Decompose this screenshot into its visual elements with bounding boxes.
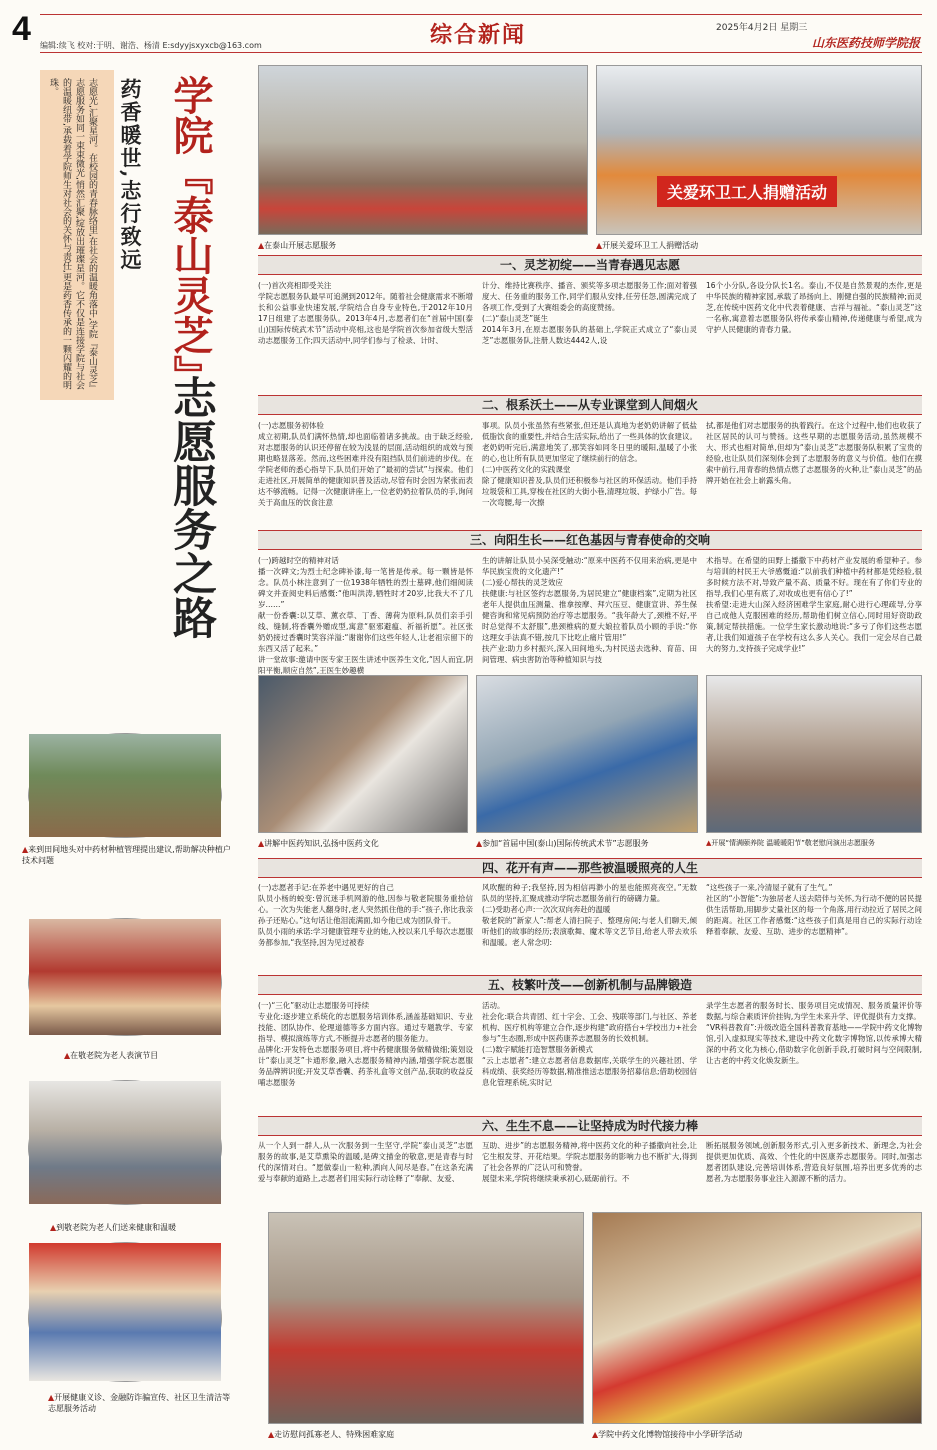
page-header: [0, 0, 937, 58]
section-3-col-1: (一)跨越时空的精神对话 播一次碑文;为烈士纪念碑补漆,每一笔皆是传承。每一颗皆是怀念。队员小林注意到了一位1938年牺牲的烈士墓碑,他们细阅读碑文并查阅史料后感慨:“他叫洪涛,牺牲时才20岁,比我大不了几岁……” 献一份香囊:以艾草、薰衣草、丁香、薄荷为原料,队员们亲手引线、缝制,将香囊外赠成型,寓意“驱邪避瘟、祈福祈愿”。社区张奶奶接过香囊时笑容洋溢:“谢谢你们这些年轻人,让老祖宗留下的东西又活了起来。” 讲一堂故事:邀请中医专家王医生讲述中医养生文化,“因人而宜,阴阳平衡,顺应自然”,王医生妙趣横: [258, 556, 473, 675]
lead-box: [40, 70, 114, 400]
caption-tcm-lecture: ▲讲解中医药知识,弘扬中医药文化: [258, 839, 379, 848]
caption-health-clinic: ▲开展健康义诊、金融防诈骗宣传、社区卫生清洁等志愿服务活动: [48, 1393, 231, 1413]
section-1-col-1: (一)首次亮相即受关注 学院志愿服务队最早可追溯到2012年。随着社会健康需求不断增长和公益事业快速发展,学院结合自身专业特色,于2012年10月17日组建了志愿服务队。2013年4月,志愿者们在“首届中国(泰山)国际传统武术节”活动中亮相,这也是学院首次参加省级大型活动志愿服务工作;四天活动中,同学们参与了检录、计时、: [258, 281, 473, 345]
section-4-col-3: “这些孩子一来,冷清屋子就有了生气。” 社区的“小智能”:为独居老人送去陪伴与关怀,为行动不便的居民提供生活帮助,用脚步丈量社区的每一个角落,用行动拉近了居民之间的距离。社区工作者感慨:“这些孩子们真是用自己的实际行动诠释着奉献、友爱、互助、进步的志愿精神”。: [706, 883, 922, 936]
paper-name: 山东医药技师学院报: [812, 36, 921, 50]
photo-sanitation: [596, 65, 922, 235]
lead-text: 志愿光,汇聚星河。在校园的青春脉络里,在社会的温暖角落中,学院『泰山灵芝』志愿服务如同一束束微光,悄然汇聚,绽放出璀璨星河。它不仅是连接学院与社会的温暖纽带,承载着学院师生对社会的关怀与责任,更是药香传承的一颗闪耀的明珠。: [48, 78, 97, 393]
caption-nursing-show: ▲在敬老院为老人表演节目: [64, 1051, 159, 1060]
section-name: 综合新闻: [430, 22, 527, 48]
section-4-col-1: (一)志愿者手记:在养老中遇见更好的自己 队员小杨的蜕变:曾沉迷手机网游的他,因参与敬老院服务重拾信心。一次为失能老人翻身时,老人突然抓住他的手:“孩子,你比我亲孙子还贴心。”这句话让他泪流满面,如今他已成为团队骨干。 队员小雨的承诺:学习健康管理专业的她,入校以来几乎每次志愿服务都参加,“我坚持,因为见过被春: [258, 883, 473, 947]
photo-martial-arts: [476, 675, 698, 833]
title-tail: 志愿服务之路: [165, 375, 216, 639]
section-1-col-3: 16个小分队,各设分队长1名。泰山,不仅是自然景观的杰作,更是中华民族的精神家园,承载了昂扬向上、刚健自强的民族精神;而灵芝,在传统中医药文化中代表着健康、吉祥与福祉。“泰山灵芝”这一名称,寓意着志愿服务队将传承泰山精神,传递健康与希望,成为守护人民健康的青春力量。: [706, 281, 922, 334]
section-6-title: 六、生生不息——让坚持成为时代接力棒: [258, 1116, 922, 1136]
section-6-col-1: 从一个人到一群人,从一次服务到一生坚守,学院“泰山灵芝”志愿服务的故事,是艾草熏染的温暖,是碑文描金的敬意,更是青春与时代的深情对白。“愿做泰山一粒种,洒向人间尽是春。”在这条充满爱与奉献的道路上,志愿者们用实际行动诠释了“奉献、友爱、: [258, 1141, 473, 1183]
section-2-col-2: 事项。队员小张虽然有些紧张,但还是认真地为老奶奶讲解了低盐低脂饮食的重要性,并结合生活实际,给出了一些具体的饮食建议。老奶奶听完后,满意地笑了,那笑容如同冬日里的暖阳,温暖了小张的心,也让所有队员更加坚定了继续前行的信念。 (二)中医药文化的实践课堂 除了健康知识普及,队员们还积极参与社区的环保活动。他们手持垃圾袋和工具,穿梭在社区的大街小巷,清理垃圾、护绿小广告。每一次弯腰,每一次擦: [482, 421, 697, 507]
caption-field: ▲来到田间地头对中药材种植管理提出建议,帮助解决种植户技术问题: [22, 845, 231, 865]
caption-museum: ▲学院中药文化博物馆接待中小学研学活动: [592, 1430, 743, 1439]
caption-taishan: ▲在泰山开展志愿服务: [258, 241, 337, 250]
photo-nursing-care: [28, 1080, 222, 1205]
editor-info: 编辑:续飞 校对:于明、谢浩、杨清 E:sdyyjsxyxcb@163.com: [40, 41, 262, 50]
photo-field: [28, 733, 222, 838]
section-2-title: 二、根系沃土——从专业课堂到人间烟火: [258, 395, 922, 415]
header-rule-bottom: [40, 52, 922, 53]
section-5-col-3: 录学生志愿者的服务时长、服务项目完成情况、服务质量评价等数据,与综合素质评价挂钩,为学生未来升学、评优提供有力支撑。 “VR科普教育”:升级改造全国科普教育基地——学院中药文化博物馆,引入虚拟现实等技术,建设中药文化数字博物馆,以传承博大精深的中药文化为核心,借助数字化创新手段,打破时间与空间限制,让古老的中药文化焕发新生。: [706, 1001, 922, 1065]
section-6-col-2: 互助、进步”的志愿服务精神,将中医药文化的种子播撒向社会,让它生根发芽、开花结果。学院志愿服务的影响力也不断扩大,得到了社会各界的广泛认可和赞誉。 展望未来,学院将继续秉承初心,砥砺前行。不: [482, 1141, 697, 1183]
caption-nursing-care: ▲到敬老院为老人们送来健康和温暖: [50, 1223, 177, 1232]
header-rule-top: [40, 14, 922, 15]
subtitle: 药香暖世,志行致远: [118, 78, 143, 272]
section-3-col-3: 术指导。在希望的田野上播撒下中药材产业发展的希望种子。参与培训的村民王大爷感慨道:“以前我们种植中药材都是凭经验,很多时候方法不对,导致产量不高、质量不好。现在有了你们专业的指导,我们心里有底了,对收成也更有信心了!” 扶希望:走进大山深入经济困难学生家庭,耐心进行心理疏导,分享自己成他人克服困难的经历,帮助他们树立信心,同时用好资助政策,制定帮扶措施。一位学生家长激动地说:“多亏了你们这些志愿者,让我们知道孩子在学校有这么多人关心。我们一定会尽自己最大的努力,支持孩子完成学业!”: [706, 556, 922, 653]
section-3-title: 三、向阳生长——红色基因与青春使命的交响: [258, 530, 922, 550]
caption-visit-elderly: ▲走访慰问孤寡老人、特殊困难家庭: [268, 1430, 395, 1439]
photo-elderly-show: [706, 675, 922, 833]
page-number: 4: [12, 10, 31, 48]
section-1-col-2: 计分、维持比赛秩序、播音、颁奖等多项志愿服务工作;面对着强度大、任务重的服务工作,同学们服从安排,任劳任怨,圆满完成了各项工作,受到了大赛组委会的高度赞扬。 (二)“泰山灵芝”诞生 2014年3月,在原志愿服务队的基础上,学院正式成立了“泰山灵芝”志愿服务队,注册人数达4442人,设: [482, 281, 697, 345]
caption-sanitation: ▲开展关爱环卫工人捐赠活动: [596, 241, 699, 250]
issue-date: 2025年4月2日 星期三: [716, 23, 808, 33]
photo-museum: [592, 1212, 922, 1424]
section-5-col-1: (一)“三化”驱动让志愿服务可持续 专业化:逐步建立系统化的志愿服务培训体系,涵盖基础知识、专业技能、团队协作、伦理道德等多方面内容。通过专题教学、专家指导、模拟演练等方式,不断提升志愿者的服务能力。 品牌化:开发特色志愿服务项目,将中药健康服务做精做细;策划设计“泰山灵芝”卡通形象,融入志愿服务精神内涵,增强学院志愿服务品牌辨识度;开发艾草香囊、药茶礼盒等文创产品,获取的收益反哺志愿服务: [258, 1001, 473, 1087]
section-5-title: 五、枝繁叶茂——创新机制与品牌锻造: [258, 975, 922, 995]
section-2-col-1: (一)志愿服务初体验 成立初期,队员们满怀热情,却也面临着诸多挑战。由于缺乏经验,对志愿服务的认识还停留在较为浅显的层面,活动组织的成效与预期也略显落差。然而,这些困难并没有阻挡队员们前进的步伐。在学院老师的悉心指导下,队员们开始了“最初的尝试”与探索。他们走进社区,开展简单的健康知识普及活动,尽管有时会因为紧张而表达不够流畅。记得一次健康讲座上,一位老奶奶拉着队员的手,询问关于高血压的饮食注意: [258, 421, 473, 507]
section-6-col-3: 断拓展服务领域,创新服务形式,引入更多新技术、新理念,为社会提供更加优质、高效、个性化的中医康养志愿服务。同时,加强志愿者团队建设,完善培训体系,营造良好氛围,培养出更多优秀的志愿者,为志愿服务事业注入源源不断的活力。: [706, 1141, 922, 1183]
caption-martial-arts: ▲参加“首届中国(泰山)国际传统武术节”志愿服务: [476, 839, 649, 848]
title-main: 学院『泰山灵芝』: [167, 75, 214, 395]
caption-elderly-show: ▲开展“情满颐养院 温暖暖阳节”敬老慰问演出志愿服务: [706, 839, 875, 847]
section-4-col-2: 风吹醒的种子;我坚持,因为相信再渺小的星也能照亮夜空。”无数队员的坚持,汇聚成推动学院志愿服务前行的磅礴力量。 (二)受助者心声:一次次双向奔赴的温暖 敬老院的“新家人”:帮老人清扫院子、整理房间;与老人们聊天,倾听他们的故事的经历;表演歌舞、魔术等文艺节目,给老人带去欢乐和温暖。老人常念叨:: [482, 883, 697, 947]
photo-tcm-lecture: [258, 675, 468, 833]
section-3-col-2: 生的讲解让队员小吴深受触动:“原来中医药不仅用来治病,更是中华民族宝贵的文化遗产!” (二)爱心帮扶的灵芝效应 扶健康:与社区签约志愿服务,为居民建立“健康档案”,定期为社区老年人提供血压测量、推拿按摩、拜穴压豆、健康宣讲、养生保健咨询和常见病预防治疗等志愿服务。“我年龄大了,颈椎不好,平时总觉得不太舒服”,患颈椎病的夏大娘拉着队员小顾的手说:“你这理女手法真不错,按几下比吃止痛片管用!” 扶产业:助力乡村振兴,深入田间地头,为村民送去选种、育苗、田间管理、病虫害防治等种植知识与技: [482, 556, 697, 664]
photo-taishan: [258, 65, 588, 235]
banner-text: 关爱环卫工人捐赠活动: [657, 176, 837, 207]
section-2-col-3: 拭,都是他们对志愿服务的执着践行。在这个过程中,他们也收获了社区居民的认可与赞扬。这些早期的志愿服务活动,虽然规模不大、形式也相对简单,但却为“泰山灵芝”志愿服务队积累了宝贵的经验,也让队员们深刻体会到了志愿服务的意义与价值。他们在摸索中前行,用青春的热情点燃了志愿服务的火种,让“泰山灵芝”的品牌开始在社会上崭露头角。: [706, 421, 922, 485]
photo-visit-elderly: [268, 1212, 584, 1424]
photo-health-clinic: [28, 1242, 222, 1382]
photo-nursing-show: [28, 918, 222, 1036]
section-4-title: 四、花开有声——那些被温暖照亮的人生: [258, 858, 922, 878]
section-5-col-2: 活动。 社会化:联合共青团、红十字会、工会、残联等部门,与社区、养老机构、医疗机构等建立合作,逐步构建“政府搭台+学校出力+社会参与”生态圈,形成中医药康养志愿服务的长效机制。 (二)数字赋能打造智慧服务新模式 “云上志愿者”:建立志愿者信息数据库,关联学生的兴趣社团、学科成绩、获奖经历等数据,精准推送志愿服务招募信息;借助校园信息化管理系统,实时记: [482, 1001, 697, 1087]
section-1-title: 一、灵芝初绽——当青春遇见志愿: [258, 255, 922, 275]
